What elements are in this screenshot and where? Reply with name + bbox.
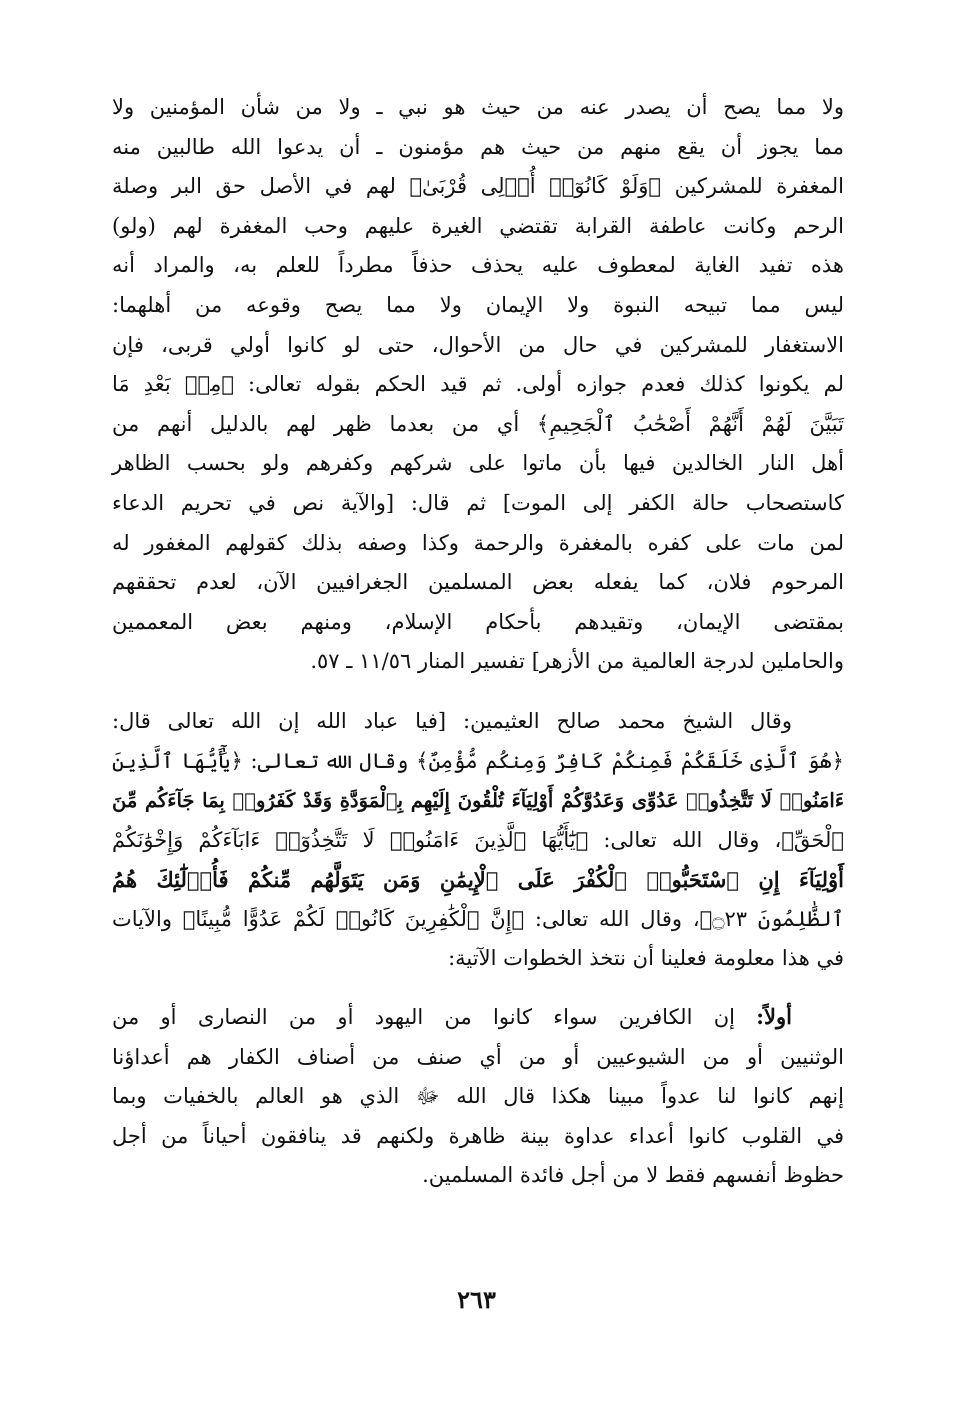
text-line: لمن مات على كفره بالمغفرة والرحمة وكذا وصفه بذلك كقولهم المغفور له	[112, 530, 844, 555]
quran-verse-line: أَوْلِيَآءَ إِنِ ٱسْتَحَبُّوا۟ ٱلْكُفْرَ عَلَى ٱلْإِيمَٰنِ وَمَن يَتَوَلَّهُم مِّنكُمْ فَأُو۟لَٰٓئِكَ هُمُ	[112, 867, 844, 893]
step-heading: أولاً:	[756, 1004, 792, 1030]
text-line	[112, 997, 844, 1038]
text-line: ٱلْحَقِّ﴾، وقال الله تعالى: ﴿يَٰٓأَيُّهَا ٱلَّذِينَ ءَامَنُوا۟ لَا تَتَّخِذُوٓا۟ ءَابَآءَكُمْ وَإِخْوَٰنَكُمْ	[112, 827, 844, 852]
text-line: ﴿هُوَ ٱلَّذِى خَلَقَكُمْ فَمِنكُمْ كَافِرٌ وَمِنكُم مُّؤْمِنٌ﴾ وقال الله تعالى: ﴿يَٰٓأَيُّهَا ٱلَّذِينَ	[112, 748, 844, 773]
text-line: ليس مما تبيحه النبوة ولا الإيمان ولا مما يصح وقوعه من أهلهما:	[112, 292, 844, 317]
text-line: وقال الشيخ محمد صالح العثيمين: [فيا عباد الله إن الله تعالى قال:	[112, 708, 792, 733]
text-line: حظوظ أنفسهم فقط لا من أجل فائدة المسلمين.	[422, 1163, 844, 1188]
text-line: لم يكونوا كذلك فعدم جوازه أولى. ثم قيد الحكم بقوله تعالى: ﴿مِنۢ بَعْدِ مَا	[112, 372, 845, 397]
text-line: ولا مما يصح أن يصدر عنه من حيث هو نبي ـ ولا من شأن المؤمنين ولا	[112, 95, 844, 119]
text-line: الرحم وكانت عاطفة القرابة تقتضي الغيرة عليهم وحب المغفرة لهم (ولو)	[112, 213, 844, 238]
text-line-content: إن الكافرين سواء كانوا من اليهود أو من النصارى أو من	[112, 1005, 757, 1030]
text-line: بمقتضى الإيمان، وتقيدهم بأحكام الإسلام، ومنهم بعض المعممين	[112, 609, 844, 634]
text-line: كاستصحاب حالة الكفر إلى الموت] ثم قال: [والآية نص في تحريم الدعاء	[112, 490, 844, 515]
text-line: إنهم كانوا لنا عدواً مبينا هكذا قال الله ﷻ الذي هو العالم بالخفيات وبما	[112, 1084, 844, 1109]
text-line: هذه تفيد الغاية لمعطوف عليه يحذف حذفاً مطرداً للعلم به، والمراد أنه	[112, 253, 844, 278]
text-line: أهل النار الخالدين فيها بأن ماتوا على شركهم وكفرهم ولو بحسب الظاهر	[112, 451, 844, 476]
text-line: ٱلظَّٰلِمُونَ ۝٢٣﴾، وقال الله تعالى: ﴿إِنَّ ٱلْكَٰفِرِينَ كَانُوا۟ لَكُمْ عَدُوًّا مُّبِينًا﴾ والآيات	[112, 906, 844, 931]
page-number: ٢٦٣	[457, 1285, 496, 1314]
text-line: الاستغفار للمشركين في حال من الأحوال، حتى لو كانوا أولي قربى، فإن	[112, 332, 844, 357]
text-line: في هذا معلومة فعلينا أن نتخذ الخطوات الآتية:	[448, 946, 844, 971]
text-line: المرحوم فلان، كما يفعله بعض المسلمين الجغرافيين الآن، لعدم تحققهم	[112, 570, 844, 595]
quran-verse-line: ءَامَنُوا۟ لَا تَتَّخِذُوا۟ عَدُوِّى وَعَدُوَّكُمْ أَوْلِيَآءَ تُلْقُونَ إِلَيْهِم بِٱلْمَوَدَّةِ وَقَدْ كَفَرُوا۟ بِمَا جَآءَكُم مِّنَ	[112, 789, 844, 813]
paragraph-first-step	[112, 997, 844, 1196]
text-line: الوثنيين أو من الشيوعيين أو من أي صنف من أصناف الكفار هم أعداؤنا	[112, 1044, 844, 1069]
text-line: تَبَيَّنَ لَهُمْ أَنَّهُمْ أَصْحَٰبُ ٱلْجَحِيمِ﴾ أي من بعدما ظهر لهم بالدليل أنهم من	[112, 411, 844, 436]
book-page	[112, 88, 844, 1196]
paragraph-uthaymeen-quote	[112, 702, 844, 979]
text-line: والحاملين لدرجة العالمية من الأزهر] تفسير المنار ١١/٥٦ ـ ٥٧.	[310, 649, 844, 674]
text-line: في القلوب كانوا أعداء عداوة بينة ظاهرة ولكنهم قد ينافقون أحياناً من أجل	[112, 1123, 844, 1148]
paragraph-tafsir-quote	[112, 88, 844, 682]
text-line: مما يجوز أن يقع منهم من حيث هم مؤمنون ـ أن يدعوا الله طالبين منه	[112, 134, 844, 159]
text-line: المغفرة للمشركين ﴿وَلَوْ كَانُوٓا۟ أُو۟لِى قُرْبَىٰ﴾ لهم في الأصل حق البر وصلة	[112, 174, 844, 199]
